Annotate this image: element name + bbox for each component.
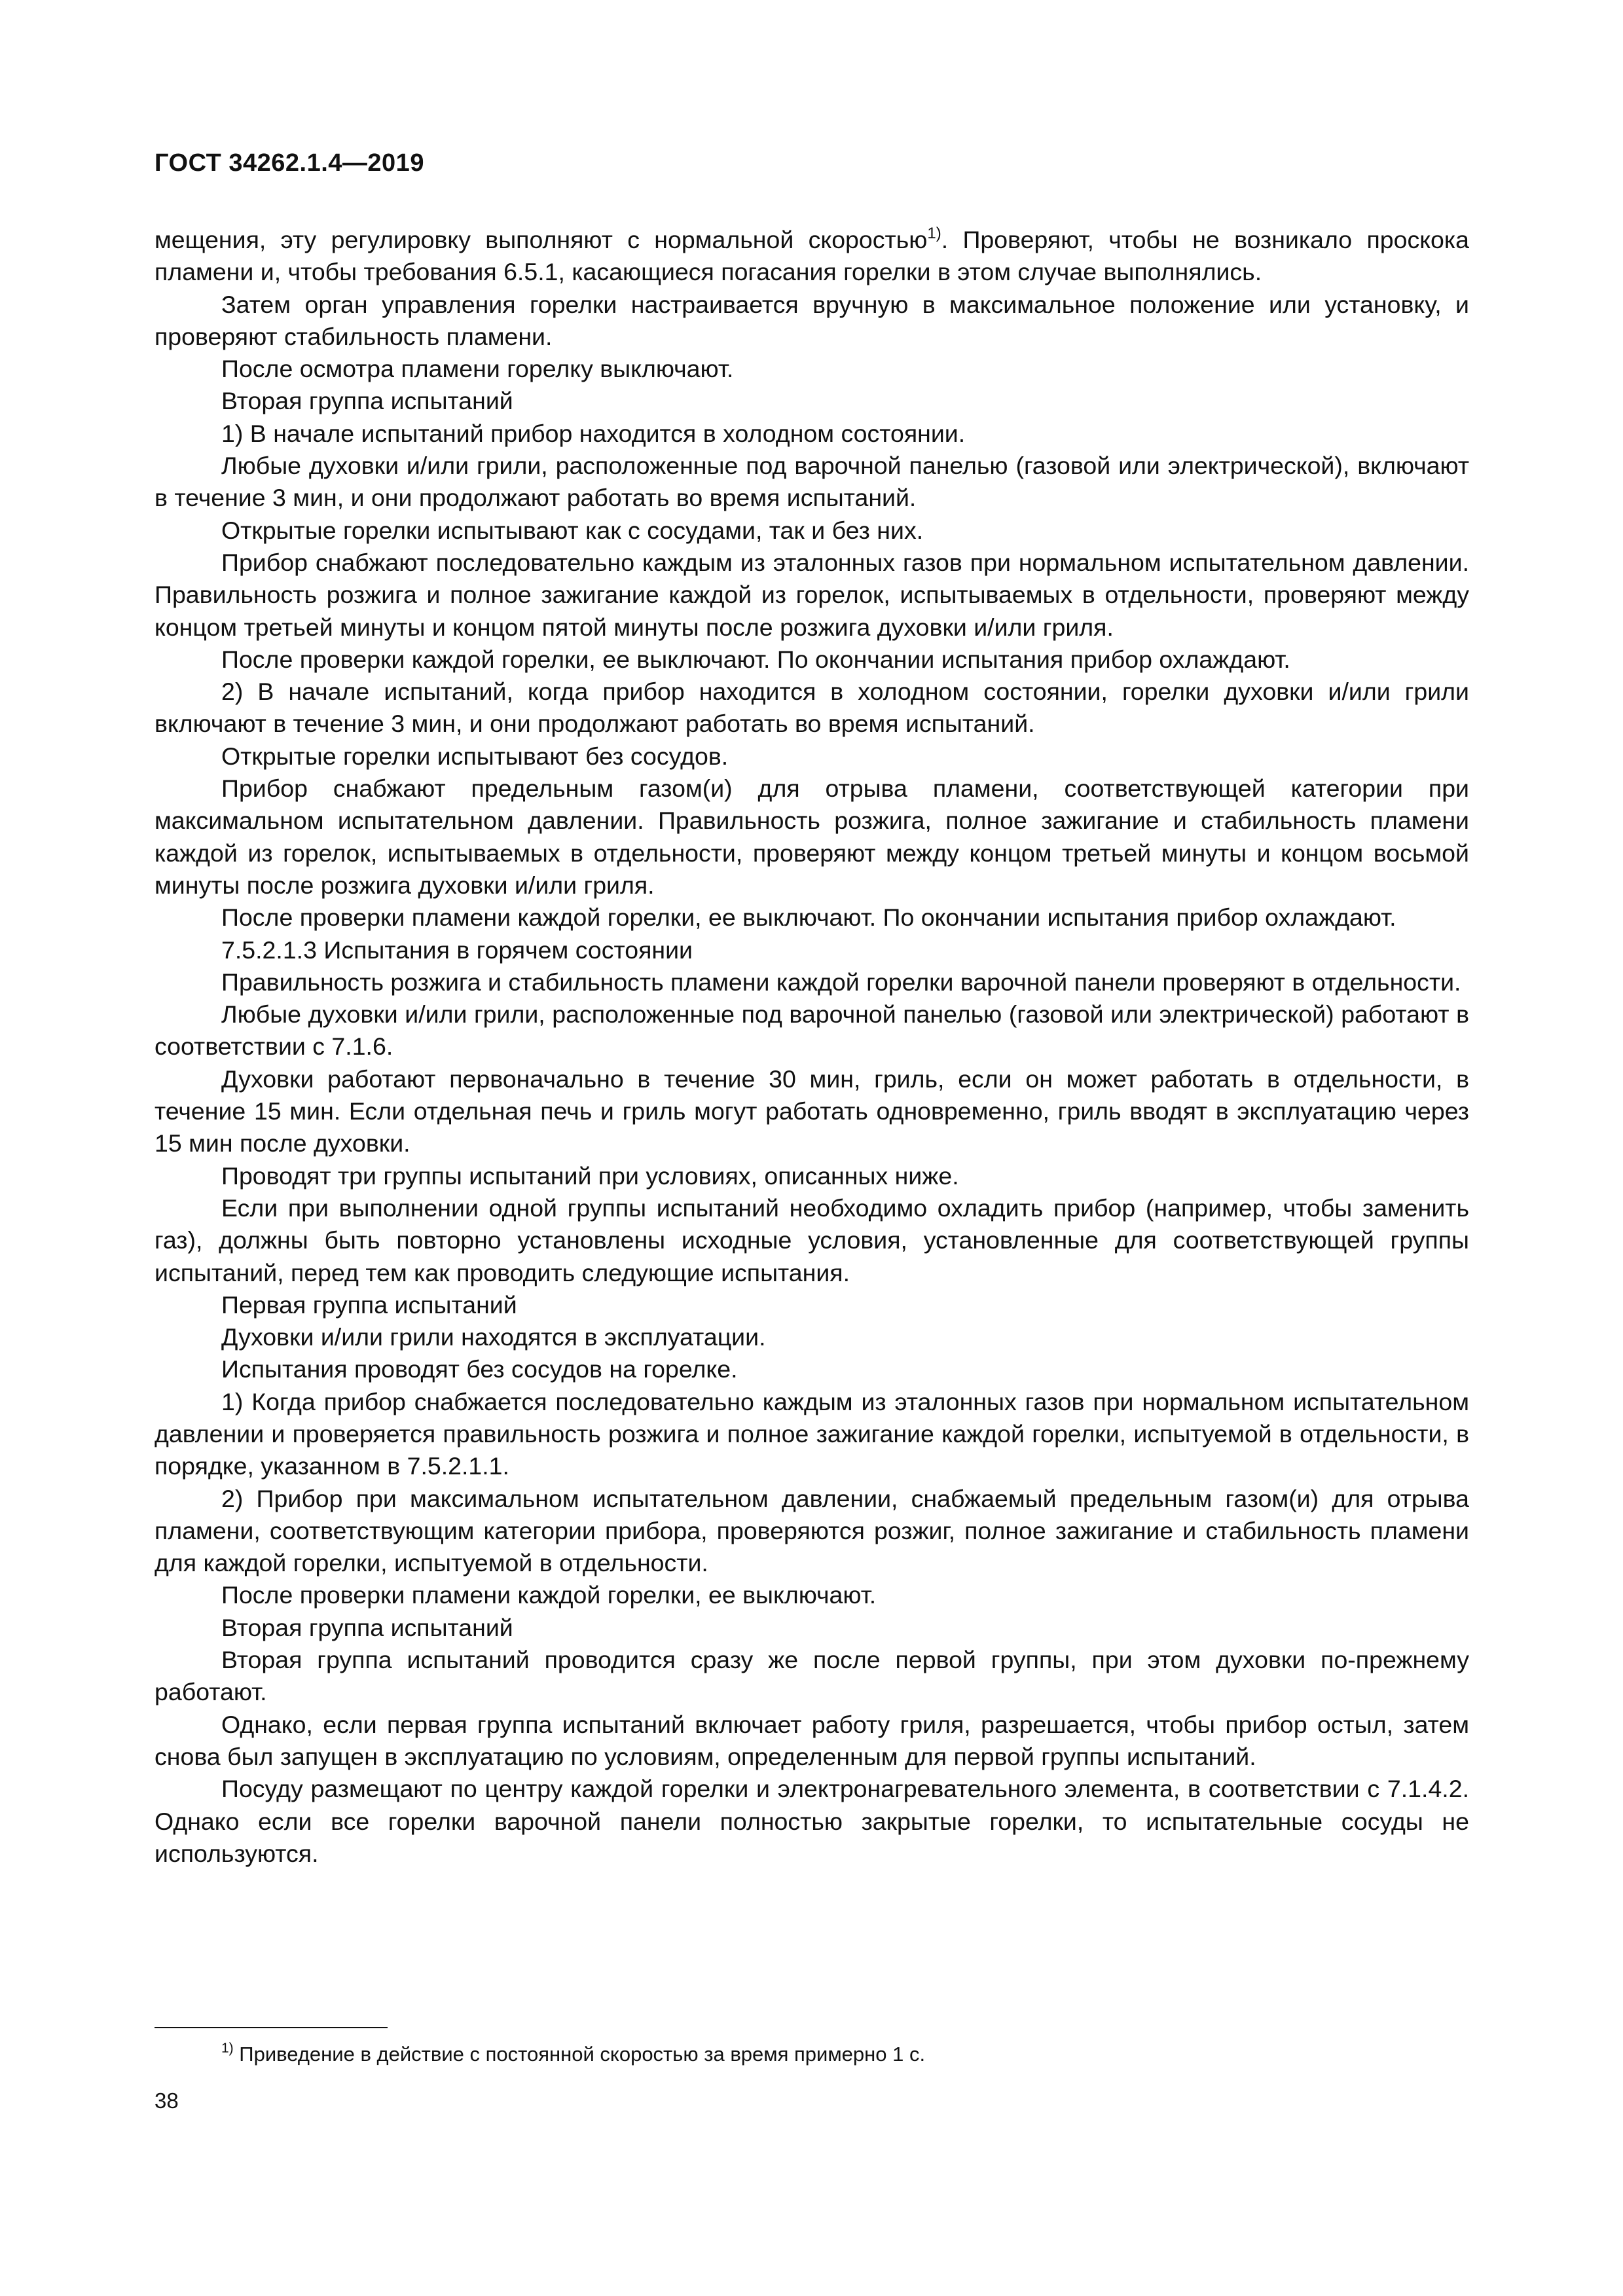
- paragraph: После проверки каждой горелки, ее выключают. По окончании испытания прибор охлаждают.: [221, 645, 1290, 673]
- subheading: Первая группа испытаний: [221, 1290, 517, 1319]
- body-text: [155, 224, 1469, 1870]
- paragraph: Духовки и/или грили находятся в эксплуатации.: [221, 1323, 766, 1351]
- paragraph: 1) Когда прибор снабжается последовательно каждым из эталонных газов при нормальном испытательном давлении и проверяется правильность розжига и полное зажигание каждой горелки, испытуемой в отдельности, в порядке, указанном в 7.5.2.1.1.: [155, 1387, 1469, 1480]
- subheading: Вторая группа испытаний: [221, 387, 513, 415]
- paragraph: Правильность розжига и стабильность пламени каждой горелки варочной панели проверяют в отдельности.: [221, 968, 1461, 996]
- page-number: 38: [155, 2088, 179, 2113]
- footnote: [221, 2041, 1400, 2068]
- paragraph: Любые духовки и/или грили, расположенные под варочной панелью (газовой или электрической) работают в соответствии с 7.1.6.: [155, 1000, 1469, 1061]
- paragraph: Прибор снабжают последовательно каждым из эталонных газов при нормальном испытательном давлении. Правильность розжига и полное зажигание каждой из горелок, испытываемых в отдельности, проверяют между концом третьей минуты и концом пятой минуты после розжига духовки и/или гриля.: [155, 548, 1469, 641]
- paragraph-text-tail: . Проверяют, чтобы не возникало проскока пламени и, чтобы требования 6.5.1, касающиеся погасания горелки в этом случае выполнялись.: [155, 226, 1469, 286]
- paragraph: Затем орган управления горелки настраивается вручную в максимальное положение или установку, и проверяют стабильность пламени.: [155, 290, 1469, 350]
- paragraph: После проверки пламени каждой горелки, ее выключают.: [221, 1581, 877, 1609]
- paragraph: [155, 224, 1469, 289]
- paragraph-text: мещения, эту регулировку выполняют с нормальной скоростью: [155, 226, 928, 253]
- paragraph: Проводят три группы испытаний при условиях, описанных ниже.: [221, 1161, 959, 1190]
- section-heading: 7.5.2.1.3 Испытания в горячем состоянии: [221, 936, 693, 964]
- footnote-text: Приведение в действие с постоянной скоростью за время примерно 1 с.: [233, 2043, 926, 2066]
- paragraph: Открытые горелки испытывают без сосудов.: [221, 742, 729, 770]
- subheading: Вторая группа испытаний: [221, 1613, 513, 1641]
- paragraph: Испытания проводят без сосудов на горелке.: [221, 1355, 738, 1383]
- paragraph: Духовки работают первоначально в течение 30 мин, гриль, если он может работать в отдельности, в течение 15 мин. Если отдельная печь и гриль могут работать одновременно, гриль вводят в эксплуатацию через 15 мин после духовки.: [155, 1065, 1469, 1157]
- paragraph: Вторая группа испытаний проводится сразу же после первой группы, при этом духовки по-прежнему работают.: [155, 1646, 1469, 1706]
- paragraph: Прибор снабжают предельным газом(и) для отрыва пламени, соответствующей категории при максимальном испытательном давлении. Правильность розжига, полное зажигание и стабильность пламени каждой из горелок, испытываемых в отдельности, проверяют между концом третьей минуты и концом восьмой минуты после розжига духовки и/или гриля.: [155, 774, 1469, 899]
- paragraph: Открытые горелки испытывают как с сосудами, так и без них.: [221, 516, 924, 544]
- paragraph: 2) В начале испытаний, когда прибор находится в холодном состоянии, горелки духовки и/или грили включают в течение 3 мин, и они продолжают работать во время испытаний.: [155, 678, 1469, 738]
- paragraph: После проверки пламени каждой горелки, ее выключают. По окончании испытания прибор охлаждают.: [221, 903, 1396, 932]
- paragraph: Любые духовки и/или грили, расположенные под варочной панелью (газовой или электрической), включают в течение 3 мин, и они продолжают работать во время испытаний.: [155, 452, 1469, 512]
- paragraph: Если при выполнении одной группы испытаний необходимо охладить прибор (например, чтобы заменить газ), должны быть повторно установлены исходные условия, установленные для соответствующей группы испытаний, перед тем как проводить следующие испытания.: [155, 1194, 1469, 1286]
- footnote-divider: [155, 2027, 388, 2028]
- footnote-ref: 1): [927, 224, 941, 242]
- paragraph: После осмотра пламени горелку выключают.: [221, 355, 734, 383]
- footnote-mark: 1): [221, 2040, 234, 2056]
- paragraph: 1) В начале испытаний прибор находится в холодном состоянии.: [221, 419, 966, 447]
- document-header: ГОСТ 34262.1.4—2019: [155, 149, 424, 177]
- paragraph: Однако, если первая группа испытаний включает работу гриля, разрешается, чтобы прибор остыл, затем снова был запущен в эксплуатацию по условиям, определенным для первой группы испытаний.: [155, 1710, 1469, 1770]
- paragraph: 2) Прибор при максимальном испытательном давлении, снабжаемый предельным газом(и) для отрыва пламени, соответствующим категории прибора, проверяются розжиг, полное зажигание и стабильность пламени для каждой горелки, испытуемой в отдельности.: [155, 1484, 1469, 1577]
- paragraph: Посуду размещают по центру каждой горелки и электронагревательного элемента, в соответствии с 7.1.4.2. Однако если все горелки варочной панели полностью закрытые горелки, то испытательные сосуды не используются.: [155, 1775, 1469, 1867]
